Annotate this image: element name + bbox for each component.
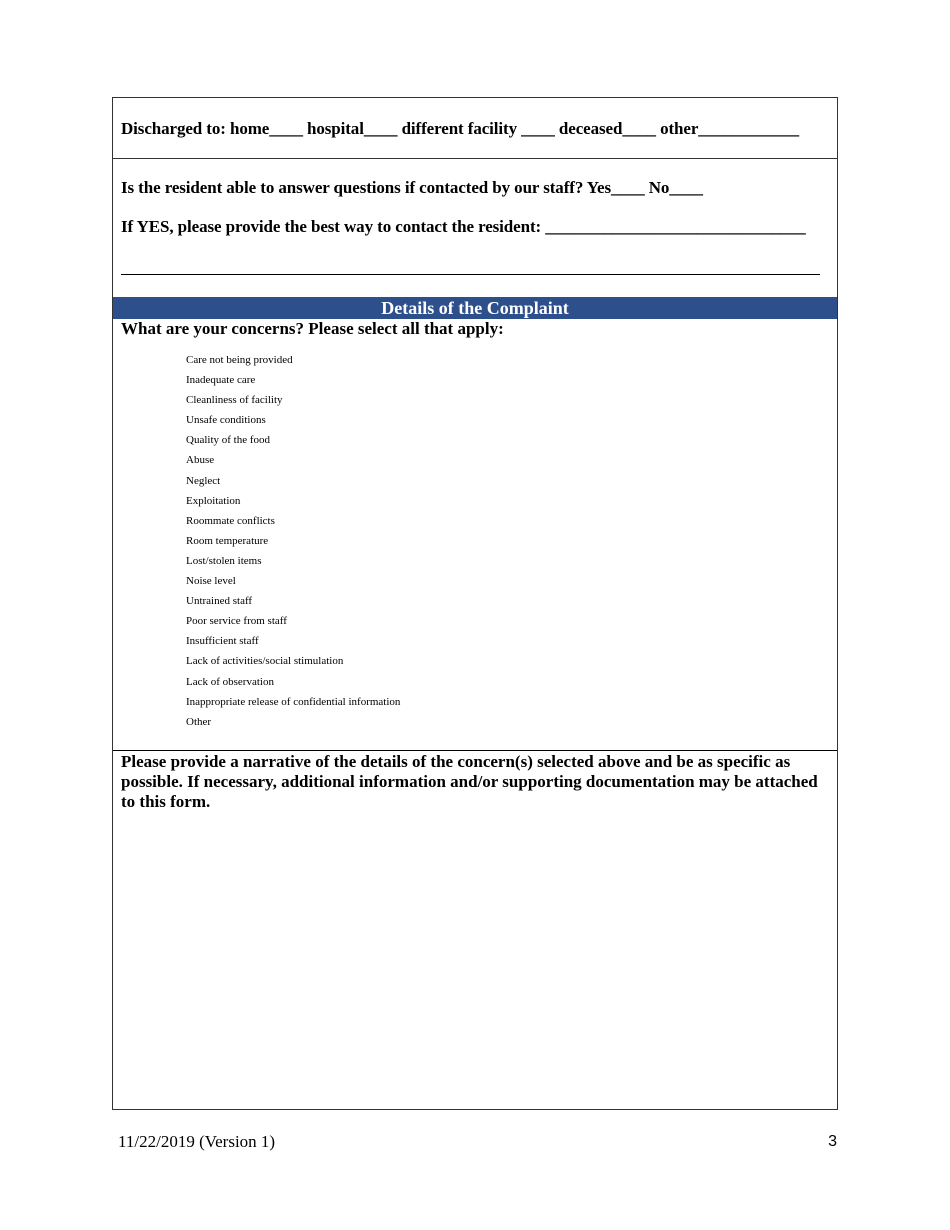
page-number: 3	[828, 1133, 837, 1150]
concern-option[interactable]: Exploitation	[186, 494, 241, 507]
contact-blank-line[interactable]	[121, 274, 820, 275]
concern-option[interactable]: Room temperature	[186, 534, 269, 547]
concern-option[interactable]: Inadequate care	[186, 374, 256, 387]
concern-option[interactable]: Untrained staff	[186, 595, 253, 608]
concern-option[interactable]: Roommate conflicts	[186, 514, 275, 527]
complaint-form	[112, 97, 838, 1110]
discharge-options[interactable]: Discharged to: home____ hospital____ different facility ____ deceased____ other____________	[121, 119, 800, 138]
concern-option[interactable]: Lack of observation	[186, 675, 274, 688]
narrative-prompt: Please provide a narrative of the details of the concern(s) selected above and be as specific as possible. If necessary, additional information and/or supporting documentation may be attached to this form.	[121, 752, 818, 811]
contact-best-way[interactable]: If YES, please provide the best way to contact the resident: _______________________________	[121, 217, 806, 236]
concern-option[interactable]: Other	[186, 715, 212, 728]
concern-option[interactable]: Lost/stolen items	[186, 554, 262, 567]
concern-list	[186, 353, 400, 735]
contact-question[interactable]: Is the resident able to answer questions if contacted by our staff? Yes____ No____	[121, 178, 703, 197]
concern-option[interactable]: Abuse	[186, 454, 215, 467]
concern-option[interactable]: Poor service from staff	[186, 615, 287, 628]
concern-option[interactable]: Insufficient staff	[186, 635, 259, 648]
concern-option[interactable]: Care not being provided	[186, 354, 293, 366]
concern-option[interactable]: Noise level	[186, 575, 236, 588]
concerns-question: What are your concerns? Please select all that apply:	[121, 319, 504, 338]
concern-option[interactable]: Unsafe conditions	[186, 414, 266, 427]
contact-section	[113, 158, 837, 296]
footer-date-version: 11/22/2019 (Version 1)	[118, 1132, 276, 1151]
concern-option[interactable]: Lack of activities/social stimulation	[186, 655, 344, 668]
section-divider	[113, 750, 837, 751]
concern-option[interactable]: Neglect	[186, 474, 221, 487]
concern-option[interactable]: Quality of the food	[186, 434, 271, 447]
concern-option[interactable]: Cleanliness of facility	[186, 394, 283, 407]
concern-option[interactable]: Inappropriate release of confidential information	[186, 695, 401, 708]
section-header: Details of the Complaint	[113, 297, 837, 319]
discharge-section	[113, 98, 837, 159]
